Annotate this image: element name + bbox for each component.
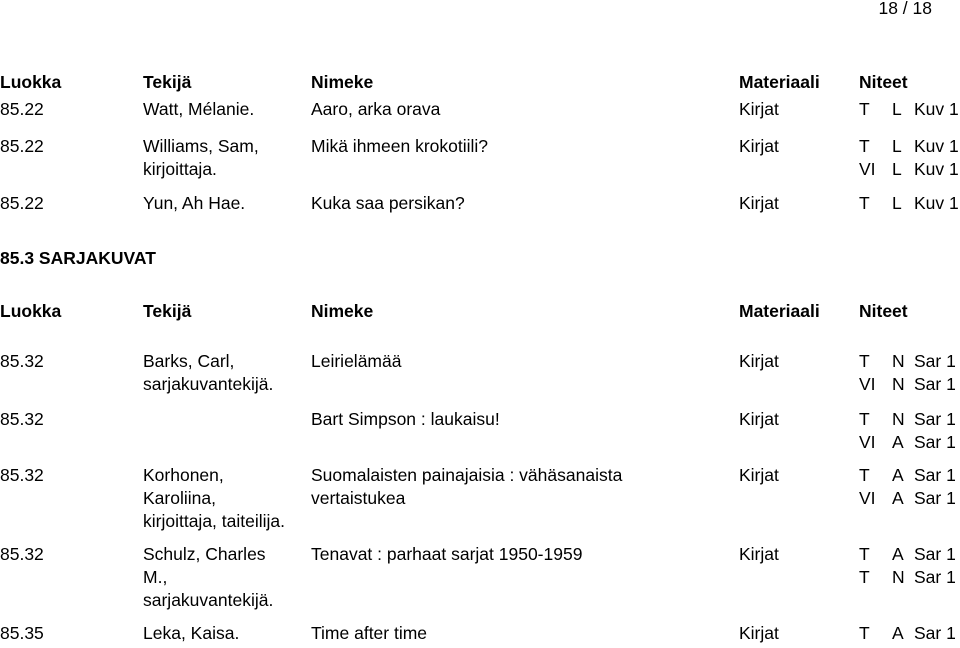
nimeke-line: Mikä ihmeen krokotiili? <box>311 136 489 156</box>
nide-line <box>859 566 960 589</box>
tekija-line: Schulz, Charles <box>143 544 266 564</box>
nide-collection: VI <box>859 159 876 179</box>
nide-line <box>859 543 960 566</box>
page-number: 18 / 18 <box>878 0 932 18</box>
nimeke-cell <box>311 622 427 645</box>
nide-shelf: Kuv 1 <box>914 159 959 179</box>
nide-level: A <box>892 488 904 508</box>
nide-shelf: Sar 1 <box>914 432 956 452</box>
nide-shelf: Kuv 1 <box>914 99 959 119</box>
nimeke-cell <box>311 408 500 431</box>
header-tekija: Tekijä <box>143 301 192 321</box>
nide-line <box>859 408 960 431</box>
nide-collection: T <box>859 136 870 156</box>
nimeke-line: Suomalaisten painajaisia : vähäsanaista <box>311 465 623 485</box>
luokka-cell: 85.22 <box>0 99 44 119</box>
luokka-cell: 85.32 <box>0 544 44 564</box>
nide-line <box>859 350 960 373</box>
tekija-line: Barks, Carl, <box>143 351 235 371</box>
niteet-cell <box>859 543 960 589</box>
niteet-cell <box>859 350 960 396</box>
nimeke-cell <box>311 192 465 215</box>
nimeke-cell <box>311 350 401 373</box>
luokka-cell: 85.35 <box>0 623 44 643</box>
nide-collection: T <box>859 351 870 371</box>
tekija-cell <box>143 192 245 215</box>
nimeke-line: Kuka saa persikan? <box>311 193 465 213</box>
nide-level: L <box>892 193 902 213</box>
materiaali-cell: Kirjat <box>739 136 779 156</box>
tekija-line: sarjakuvantekijä. <box>143 590 274 610</box>
luokka-cell: 85.32 <box>0 351 44 371</box>
tekija-line: kirjoittaja. <box>143 159 217 179</box>
nide-level: L <box>892 136 902 156</box>
tekija-line: Watt, Mélanie. <box>143 99 255 119</box>
nide-line <box>859 373 960 396</box>
luokka-cell: 85.32 <box>0 409 44 429</box>
tekija-line: Korhonen, <box>143 465 224 485</box>
materiaali-cell: Kirjat <box>739 544 779 564</box>
tekija-line: Williams, Sam, <box>143 136 259 156</box>
nide-line <box>859 487 960 510</box>
luokka-cell: 85.22 <box>0 136 44 156</box>
tekija-cell <box>143 543 273 612</box>
nide-line <box>859 431 960 454</box>
nide-shelf: Sar 1 <box>914 544 956 564</box>
nide-collection: VI <box>859 488 876 508</box>
section-title: 85.3 SARJAKUVAT <box>0 248 156 268</box>
tekija-line: Leka, Kaisa. <box>143 623 240 643</box>
materiaali-cell: Kirjat <box>739 465 779 485</box>
nide-shelf: Sar 1 <box>914 488 956 508</box>
nide-collection: T <box>859 193 870 213</box>
tekija-line: Yun, Ah Hae. <box>143 193 246 213</box>
nide-shelf: Sar 1 <box>914 465 956 485</box>
nide-shelf: Sar 1 <box>914 409 956 429</box>
nide-collection: VI <box>859 432 876 452</box>
nide-level: N <box>892 351 905 371</box>
nide-level: N <box>892 567 905 587</box>
nide-level: N <box>892 374 905 394</box>
niteet-cell <box>859 464 960 510</box>
luokka-cell: 85.22 <box>0 193 44 213</box>
nimeke-cell <box>311 135 488 158</box>
nide-shelf: Sar 1 <box>914 623 956 643</box>
nide-line <box>859 622 960 645</box>
luokka-cell: 85.32 <box>0 465 44 485</box>
tekija-cell <box>143 350 273 396</box>
nide-collection: T <box>859 99 870 119</box>
nide-line <box>859 158 960 181</box>
nide-shelf: Sar 1 <box>914 374 956 394</box>
nide-collection: T <box>859 567 870 587</box>
tekija-line: kirjoittaja, taiteilija. <box>143 511 285 531</box>
materiaali-cell: Kirjat <box>739 99 779 119</box>
tekija-cell <box>143 135 259 181</box>
tekija-line: Karoliina, <box>143 488 216 508</box>
nide-line <box>859 192 960 215</box>
nide-level: A <box>892 623 904 643</box>
nide-shelf: Sar 1 <box>914 351 956 371</box>
nide-collection: T <box>859 544 870 564</box>
nide-line <box>859 135 960 158</box>
nide-line <box>859 464 960 487</box>
header-luokka: Luokka <box>0 301 62 321</box>
nide-level: L <box>892 99 902 119</box>
header-niteet: Niteet <box>859 72 908 92</box>
nide-collection: VI <box>859 374 876 394</box>
nimeke-line: Bart Simpson : laukaisu! <box>311 409 500 429</box>
nimeke-line: vertaistukea <box>311 488 406 508</box>
niteet-cell <box>859 135 960 181</box>
nide-collection: T <box>859 465 870 485</box>
header-materiaali: Materiaali <box>739 301 820 321</box>
header-materiaali: Materiaali <box>739 72 820 92</box>
niteet-cell <box>859 408 960 454</box>
nide-shelf: Sar 1 <box>914 567 956 587</box>
tekija-cell <box>143 98 254 121</box>
niteet-cell <box>859 622 960 645</box>
materiaali-cell: Kirjat <box>739 623 779 643</box>
nide-level: L <box>892 159 902 179</box>
nide-shelf: Kuv 1 <box>914 193 959 213</box>
nimeke-line: Tenavat : parhaat sarjat 1950-1959 <box>311 544 583 564</box>
header-nimeke: Nimeke <box>311 72 374 92</box>
nide-level: N <box>892 409 905 429</box>
tekija-line: M., <box>143 567 168 587</box>
header-nimeke: Nimeke <box>311 301 374 321</box>
header-tekija: Tekijä <box>143 72 192 92</box>
nimeke-line: Time after time <box>311 623 428 643</box>
nide-shelf: Kuv 1 <box>914 136 959 156</box>
materiaali-cell: Kirjat <box>739 409 779 429</box>
nimeke-cell <box>311 464 622 510</box>
nimeke-cell <box>311 98 440 121</box>
nide-level: A <box>892 544 904 564</box>
tekija-line: sarjakuvantekijä. <box>143 374 274 394</box>
nide-level: A <box>892 465 904 485</box>
niteet-cell <box>859 192 960 215</box>
niteet-cell <box>859 98 960 121</box>
nimeke-cell <box>311 543 582 566</box>
header-niteet: Niteet <box>859 301 908 321</box>
tekija-cell <box>143 464 285 533</box>
nimeke-line: Aaro, arka orava <box>311 99 441 119</box>
nide-collection: T <box>859 623 870 643</box>
nide-line <box>859 98 960 121</box>
materiaali-cell: Kirjat <box>739 193 779 213</box>
materiaali-cell: Kirjat <box>739 351 779 371</box>
nide-level: A <box>892 432 904 452</box>
header-luokka: Luokka <box>0 72 62 92</box>
tekija-cell <box>143 622 239 645</box>
nide-collection: T <box>859 409 870 429</box>
nimeke-line: Leirielämää <box>311 351 402 371</box>
